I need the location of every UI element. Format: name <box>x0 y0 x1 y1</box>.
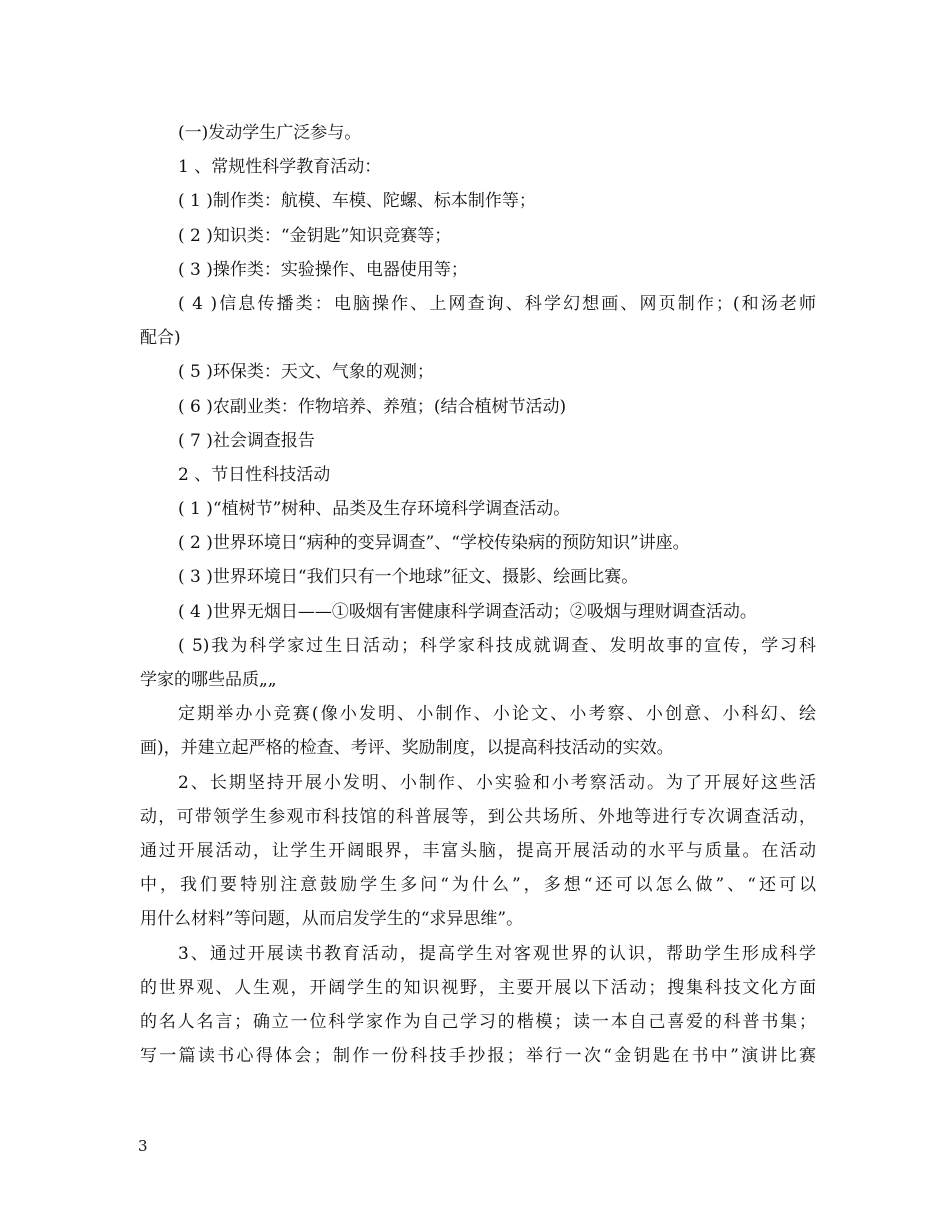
paragraph-line: 通过开展活动，让学生开阔眼界，丰富头脑，提高开展活动的水平与质量。在活动 <box>140 840 816 861</box>
list-item: ( 4 )世界无烟日——①吸烟有害健康科学调查活动；②吸烟与理财调查活动。 <box>178 601 757 622</box>
list-item-continuation: 配合) <box>140 328 181 349</box>
list-item: ( 5 )环保类：天文、气象的观测； <box>178 362 434 383</box>
list-item: ( 2 )世界环境日“病种的变异调查”、“学校传染病的预防知识”讲座。 <box>178 533 690 554</box>
paragraph-line: 用什么材料”等问题，从而启发学生的“求异思维”。 <box>140 909 524 930</box>
list-item: ( 1 )制作类：航模、车模、陀螺、标本制作等； <box>178 191 536 212</box>
paragraph-line: 写一篇读书心得体会；制作一份科技手抄报；举行一次“金钥匙在书中”演讲比赛 <box>140 1046 816 1067</box>
document-body <box>140 116 816 1073</box>
list-item: ( 5)我为科学家过生日活动；科学家科技成就调查、发明故事的宣传，学习科 <box>178 635 816 656</box>
paragraph-line: 动，可带领学生参观市科技馆的科普展等，到公共场所、外地等进行专次调查活动， <box>140 806 816 827</box>
list-item: ( 1 )“植树节”树种、品类及生存环境科学调查活动。 <box>178 499 571 520</box>
section-heading: (一)发动学生广泛参与。 <box>178 123 362 143</box>
paragraph-line: 中，我们要特别注意鼓励学生多问“为什么”，多想“还可以怎么做”、“还可以 <box>140 875 816 896</box>
list-item: ( 2 )知识类：“金钥匙”知识竞赛等； <box>178 225 452 246</box>
paragraph-line: 画)，并建立起严格的检查、考评、奖励制度，以提高科技活动的实效。 <box>140 738 674 759</box>
list-item: ( 4 )信息传播类：电脑操作、上网查询、科学幻想画、网页制作；(和汤老师 <box>178 293 816 314</box>
paragraph-line: 3、通过开展读书教育活动，提高学生对客观世界的认识，帮助学生形成科学 <box>178 943 816 964</box>
paragraph-line: 的世界观、人生观，开阔学生的知识视野，主要开展以下活动；搜集科技文化方面 <box>140 977 816 998</box>
list-item-continuation: 学家的哪些品质„„ <box>140 670 277 690</box>
paragraph-line: 的名人名言；确立一位科学家作为自己学习的楷模；读一本自己喜爱的科普书集； <box>140 1011 816 1032</box>
subsection-heading: 1 、常规性科学教育活动： <box>178 157 382 178</box>
list-item: ( 7 )社会调查报告 <box>178 430 315 451</box>
list-item: ( 3 )操作类：实验操作、电器使用等； <box>178 259 468 280</box>
list-item: ( 3 )世界环境日“我们只有一个地球”征文、摄影、绘画比赛。 <box>178 567 639 588</box>
list-item: ( 6 )农副业类：作物培养、养殖；(结合植树节活动) <box>178 396 567 417</box>
paragraph-line: 2、长期坚持开展小发明、小制作、小实验和小考察活动。为了开展好这些活 <box>178 772 816 793</box>
subsection-heading: 2 、节日性科技活动 <box>178 464 331 485</box>
page-number: 3 <box>138 1137 148 1155</box>
paragraph-line: 定期举办小竞赛(像小发明、小制作、小论文、小考察、小创意、小科幻、绘 <box>178 704 816 725</box>
